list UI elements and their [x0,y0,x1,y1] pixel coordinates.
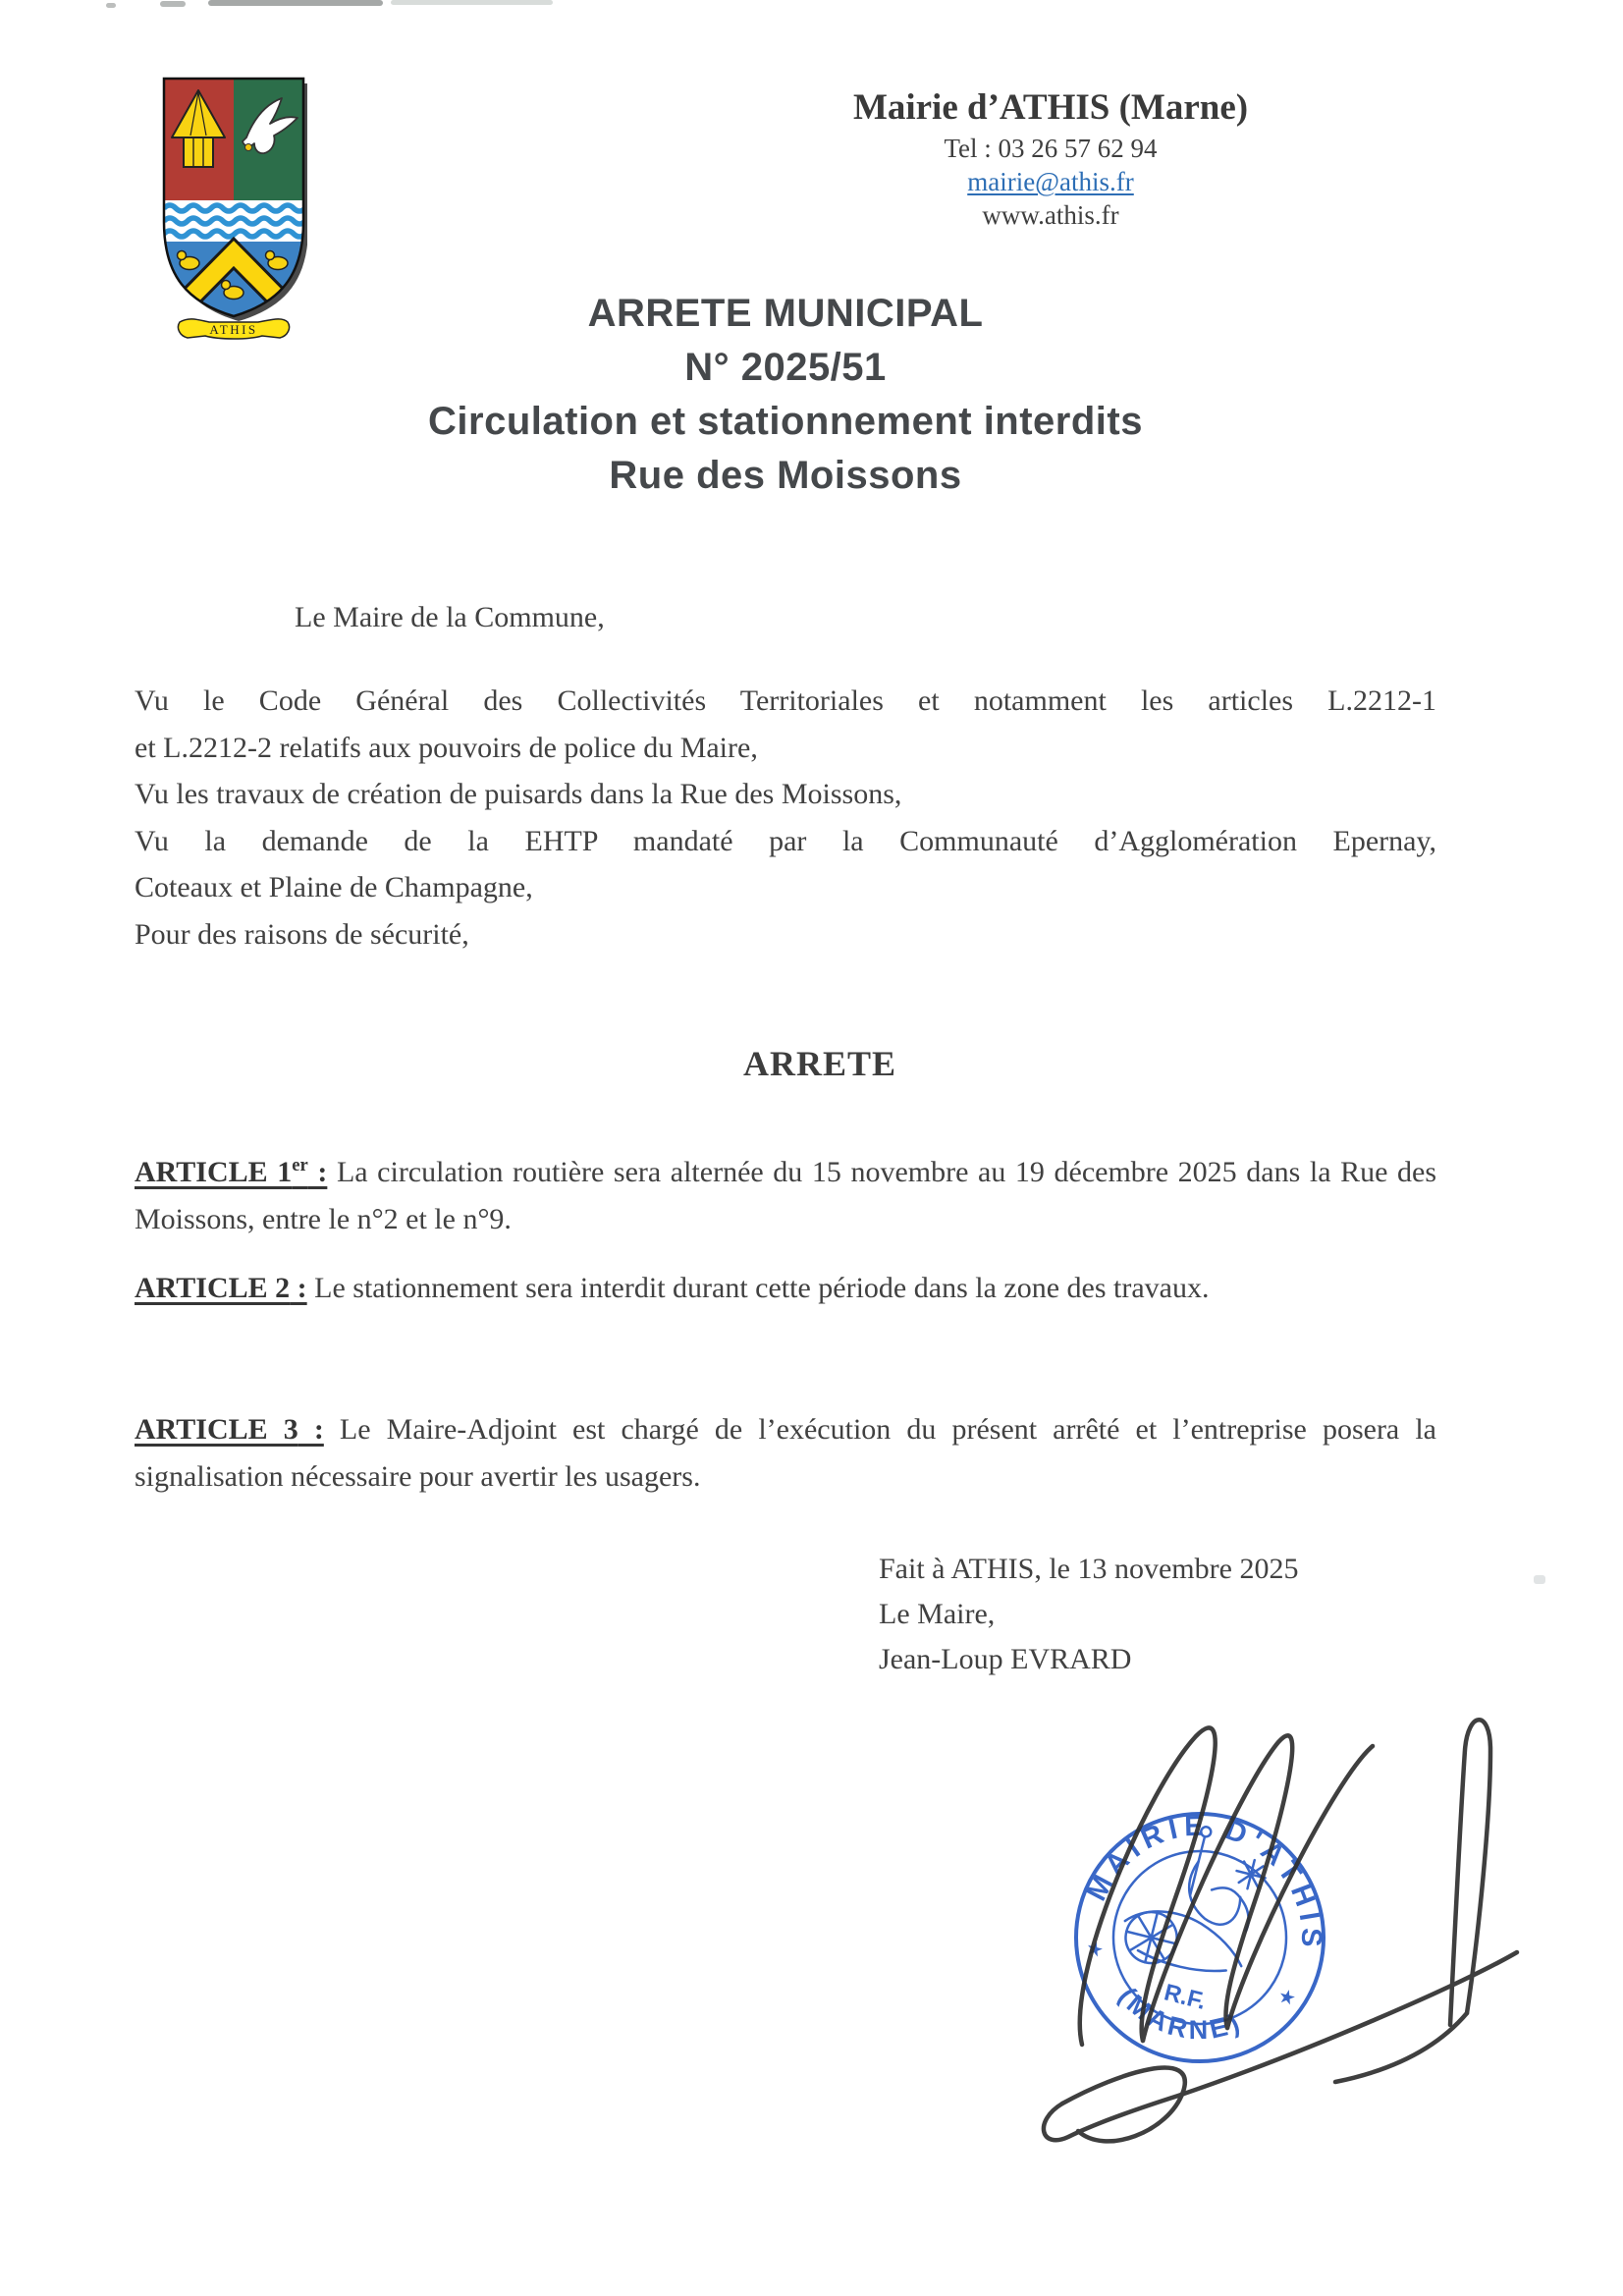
article-2-label: ARTICLE 2 [135,1272,291,1304]
decree-heading: ARRETE [742,1044,897,1083]
doc-number: N° 2025/51 [684,346,887,389]
coat-banner [178,319,289,339]
stamp-center-text: R.F. [1161,1979,1209,2015]
article-3-label: ARTICLE 3 [135,1413,298,1446]
place-date: Fait à ATHIS, le 13 novembre 2025 [879,1553,1299,1585]
doc-type-title: ARRETE MUNICIPAL [587,292,984,335]
coat-banner-label: ATHIS [209,322,258,337]
scan-artifact [160,1,186,7]
signatory-title: Le Maire, [879,1598,996,1630]
preamble-line: Vu le Code Général des Collectivités Territoriales et notamment les articles L.2212-1 [135,684,1436,717]
article-1: ARTICLE 1er : La circulation routière sera alternée du 15 novembre au 19 décembre 2025 dans la Rue des Moissons, entre le n°2 et le n°9. [135,1155,1436,1235]
scan-artifact [106,3,116,8]
scan-artifact [208,0,383,6]
website-url: www.athis.fr [982,200,1119,230]
preamble-line: Vu les travaux de création de puisards dans la Rue des Moissons, [135,778,902,810]
salutation: Le Maire de la Commune, [295,601,605,633]
doc-subject-line1: Circulation et stationnement interdits [428,400,1143,443]
stamp-ring-text-bottom: (MARNE) [1112,1982,1248,2046]
header-contact-block [766,84,1335,232]
article-2: ARTICLE 2 : Le stationnement sera interdit durant cette période dans la zone des travaux. [135,1272,1210,1304]
preamble-line: Coteaux et Plaine de Champagne, [135,871,533,903]
doc-subject-line2: Rue des Moissons [609,454,962,497]
stamp-star-left: ★ [1083,1937,1107,1963]
article-1-text: La circulation routière sera alternée du 15 novembre au 19 décembre 2025 dans la Rue des Moissons, entre le n°2 et le n°9. [135,1156,1436,1235]
preamble [135,678,1436,957]
email-link[interactable]: mairie@athis.fr [967,167,1134,196]
signatory-name: Jean-Loup EVRARD [879,1643,1132,1675]
scan-artifact [391,0,553,5]
article-2-text: Le stationnement sera interdit durant cette période dans la zone des travaux. [314,1272,1210,1304]
stamp-star-right: ★ [1275,1985,1299,2011]
preamble-line: Vu la demande de la EHTP mandaté par la Communauté d’Agglomération Epernay, [135,824,1436,857]
signature-scribble [1011,1660,1542,2170]
preamble-line: et L.2212-2 relatifs aux pouvoirs de police du Maire, [135,731,758,764]
document-title-block [285,287,1286,503]
article-3-text: Le Maire-Adjoint est chargé de l’exécution du présent arrêté et l’entreprise posera la signalisation nécessaire pour avertir les usagers. [135,1413,1436,1493]
org-name: Mairie d’ATHIS (Marne) [852,87,1249,128]
scan-artifact [1534,1575,1545,1584]
article-1-label: ARTICLE 1 [135,1156,293,1188]
article-3: ARTICLE 3 : Le Maire-Adjoint est chargé de l’exécution du présent arrêté et l’entreprise posera la signalisation nécessaire pour avertir les usagers. [135,1413,1436,1493]
stamp-ring-text-top: MAIRIE D'ATHIS [1080,1810,1327,1953]
preamble-line: Pour des raisons de sécurité, [135,917,469,951]
phone-number: Tel : 03 26 57 62 94 [944,134,1158,163]
